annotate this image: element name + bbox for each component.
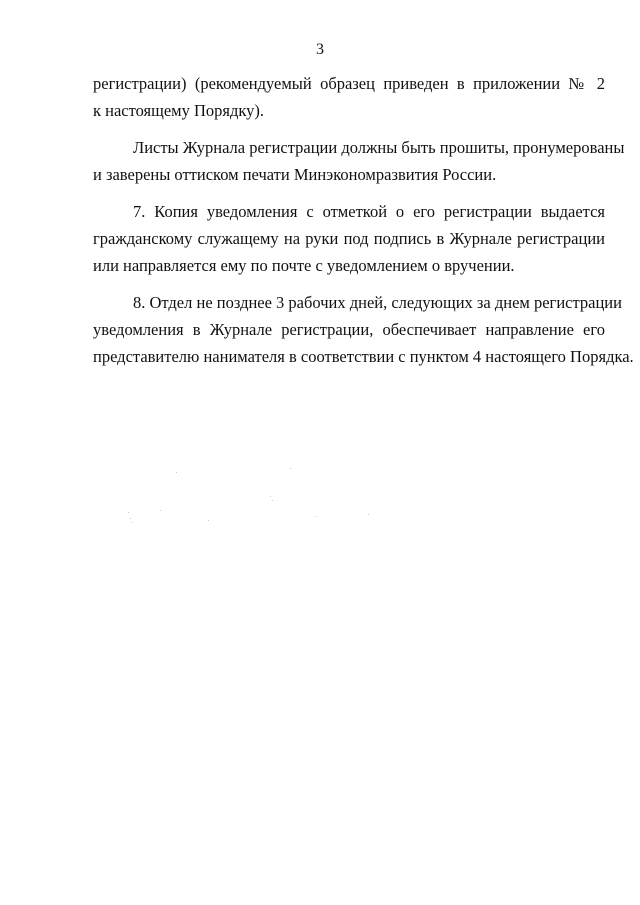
text-line: Листы Журнала регистрации должны быть прошиты, пронумерованы — [133, 138, 625, 157]
page-number: 3 — [316, 41, 324, 58]
text-line: гражданскому служащему на руки под подпись в Журнале регистрации — [93, 229, 605, 248]
text-line: уведомления в Журнале регистрации, обеспечивает направление его — [93, 320, 605, 339]
text-line: и заверены оттиском печати Минэкономразвития России. — [93, 165, 497, 184]
text-line: или направляется ему по почте с уведомлением о вручении. — [93, 256, 515, 275]
paragraph-item-7 — [93, 198, 605, 279]
scan-noise — [120, 460, 380, 540]
document-body — [93, 70, 634, 370]
text-line: к настоящему Порядку). — [93, 101, 265, 120]
text-line: 7. Копия уведомления с отметкой о его регистрации выдается — [133, 202, 605, 221]
paragraph-registration-continuation — [93, 70, 605, 124]
paragraph-journal-sheets — [93, 134, 625, 188]
text-line: представителю нанимателя в соответствии с пунктом 4 настоящего Порядка. — [93, 347, 634, 366]
paragraph-item-8 — [93, 289, 634, 370]
text-line: регистрации) (рекомендуемый образец приведен в приложении № 2 — [93, 74, 605, 93]
text-line: 8. Отдел не позднее 3 рабочих дней, следующих за днем регистрации — [133, 293, 622, 312]
